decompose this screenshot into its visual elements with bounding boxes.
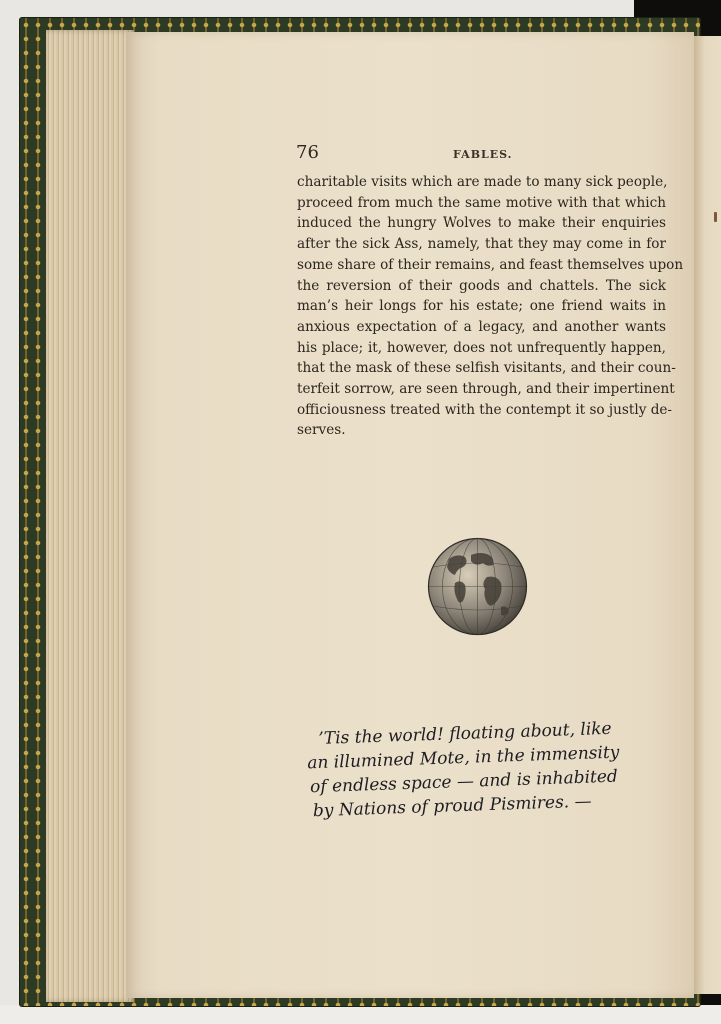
text-line: induced the hungry Wolves to make their enquiries [297, 215, 666, 232]
text-line: serves. [297, 422, 346, 439]
text-line: officiousness treated with the contempt it so justly de- [297, 401, 673, 418]
page-number: 76 [296, 142, 319, 163]
text-line: that the mask of these selfish visitants, and their coun- [297, 360, 676, 377]
text-line: terfeit sorrow, are seen through, and their impertinent [297, 381, 675, 398]
body-text [297, 172, 684, 441]
handwritten-line: of endless space — and is inhabited [309, 766, 619, 798]
text-line: anxious expectation of a legacy, and another wants [297, 318, 666, 335]
text-line: his place; it, however, does not unfrequently happen, [297, 339, 666, 356]
text-line: after the sick Ass, namely, that they may come in for [297, 236, 666, 253]
handwritten-line: ’Tis the world! floating about, like [318, 718, 612, 749]
text-line: some share of their remains, and feast themselves upon [297, 256, 684, 273]
globe-icon [427, 537, 528, 636]
text-line: proceed from much the same motive with that which [297, 194, 666, 211]
page-mark [714, 212, 717, 222]
page-edges-stack [46, 30, 134, 1002]
facing-page-edge [694, 36, 721, 994]
handwritten-line: an illumined Mote, in the immensity [306, 742, 620, 774]
text-line: man’s heir longs for his estate; one friend waits in [297, 298, 666, 315]
running-head: FABLES. [453, 148, 513, 161]
handwritten-line: by Nations of proud Pismires. — [312, 791, 592, 822]
text-line: the reversion of their goods and chattels. The sick [297, 277, 666, 294]
handwritten-note [306, 715, 651, 822]
light-background [0, 1005, 721, 1024]
text-line: charitable visits which are made to many sick people, [297, 174, 668, 190]
